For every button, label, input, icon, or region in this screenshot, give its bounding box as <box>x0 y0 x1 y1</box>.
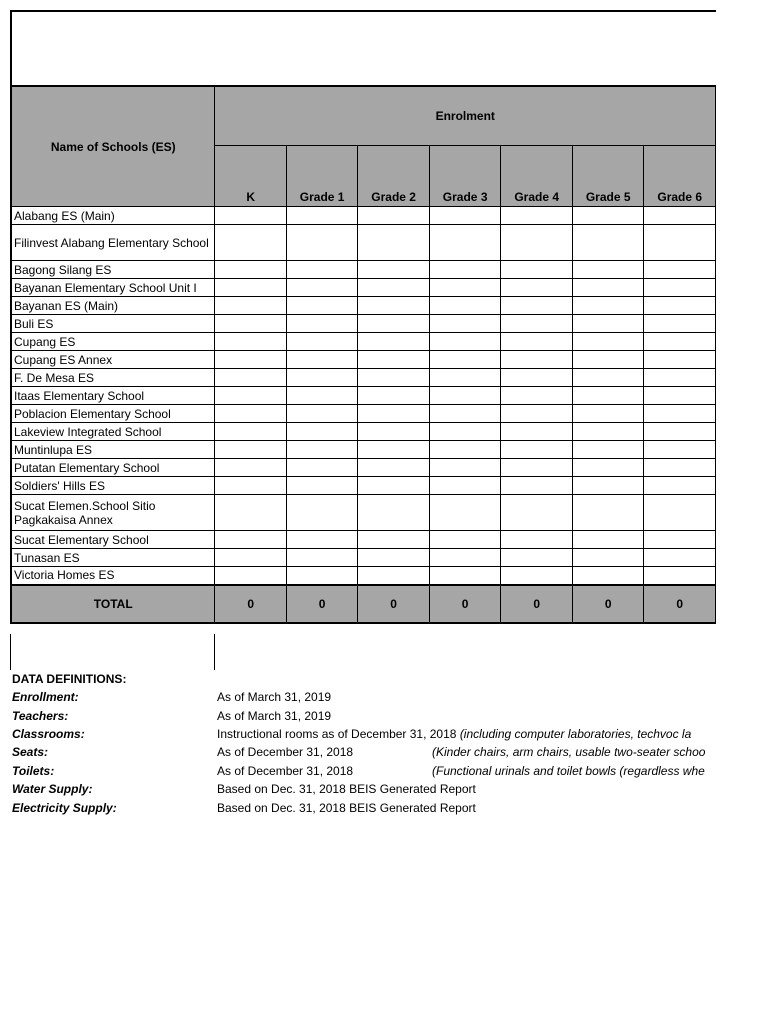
definition-label: Teachers: <box>12 709 69 723</box>
enrolment-cell[interactable] <box>429 531 501 549</box>
school-name-cell: Bagong Silang ES <box>11 261 215 279</box>
enrolment-cell[interactable] <box>572 315 644 333</box>
table-row <box>11 387 716 405</box>
table-row <box>11 279 716 297</box>
school-name-cell: Poblacion Elementary School <box>11 405 215 423</box>
enrolment-cell[interactable] <box>358 495 430 531</box>
enrolment-cell[interactable] <box>286 567 358 585</box>
enrolment-cell[interactable] <box>501 315 573 333</box>
total-cell: 0 <box>358 585 430 623</box>
enrolment-cell[interactable] <box>644 315 716 333</box>
enrolment-cell[interactable] <box>358 333 430 351</box>
enrolment-cell[interactable] <box>572 459 644 477</box>
enrolment-cell[interactable] <box>572 549 644 567</box>
definition-value: As of March 31, 2019 <box>217 709 332 723</box>
enrolment-cell[interactable] <box>286 549 358 567</box>
enrolment-cell[interactable] <box>572 441 644 459</box>
definition-value: As of March 31, 2019 <box>217 690 332 704</box>
definition-note: (including computer laboratories, techvoc la <box>459 727 692 741</box>
enrolment-cell[interactable] <box>644 333 716 351</box>
enrolment-cell[interactable] <box>572 279 644 297</box>
grade-header: Grade 1 <box>286 146 358 207</box>
enrolment-cell[interactable] <box>572 387 644 405</box>
definition-value: Instructional rooms as of December 31, 2018 <box>217 727 457 741</box>
enrolment-cell[interactable] <box>572 207 644 225</box>
table-row <box>11 405 716 423</box>
enrolment-cell[interactable] <box>572 423 644 441</box>
total-cell: 0 <box>501 585 573 623</box>
definition-row <box>12 690 716 708</box>
enrolment-cell[interactable] <box>358 567 430 585</box>
enrolment-cell[interactable] <box>429 261 501 279</box>
enrolment-cell[interactable] <box>286 261 358 279</box>
enrolment-cell[interactable] <box>572 261 644 279</box>
table-row <box>11 459 716 477</box>
enrolment-cell[interactable] <box>501 333 573 351</box>
enrolment-cell[interactable] <box>429 495 501 531</box>
enrolment-cell[interactable] <box>215 405 286 423</box>
definition-row <box>12 801 716 819</box>
enrolment-cell[interactable] <box>644 387 716 405</box>
definition-row <box>12 745 716 763</box>
school-name-cell: Cupang ES Annex <box>11 351 215 369</box>
enrolment-cell[interactable] <box>286 207 358 225</box>
enrolment-cell[interactable] <box>358 279 430 297</box>
enrolment-cell[interactable] <box>429 333 501 351</box>
enrolment-cell[interactable] <box>644 279 716 297</box>
enrolment-cell[interactable] <box>286 477 358 495</box>
definition-label: Electricity Supply: <box>12 801 117 815</box>
definition-value: Based on Dec. 31, 2018 BEIS Generated Report <box>217 801 476 815</box>
table-row <box>11 477 716 495</box>
enrolment-cell[interactable] <box>215 351 286 369</box>
enrolment-cell[interactable] <box>429 351 501 369</box>
enrolment-cell[interactable] <box>215 459 286 477</box>
definition-row <box>12 727 716 745</box>
enrolment-cell[interactable] <box>429 225 501 261</box>
enrolment-cell[interactable] <box>358 225 430 261</box>
definition-label: Seats: <box>12 745 49 759</box>
enrolment-cell[interactable] <box>286 405 358 423</box>
enrolment-cell[interactable] <box>215 387 286 405</box>
enrolment-cell[interactable] <box>501 387 573 405</box>
enrolment-cell[interactable] <box>572 495 644 531</box>
enrolment-cell[interactable] <box>644 369 716 387</box>
enrolment-cell[interactable] <box>429 207 501 225</box>
enrolment-cell[interactable] <box>644 549 716 567</box>
enrolment-table <box>10 85 716 624</box>
table-row <box>11 351 716 369</box>
enrolment-cell[interactable] <box>644 495 716 531</box>
enrolment-cell[interactable] <box>501 459 573 477</box>
enrolment-cell[interactable] <box>429 549 501 567</box>
enrolment-cell[interactable] <box>644 225 716 261</box>
enrolment-cell[interactable] <box>286 279 358 297</box>
grade-header: Grade 3 <box>429 146 501 207</box>
enrolment-cell[interactable] <box>286 369 358 387</box>
enrolment-cell[interactable] <box>429 315 501 333</box>
enrolment-cell[interactable] <box>501 477 573 495</box>
total-cell: 0 <box>286 585 358 623</box>
enrolment-cell[interactable] <box>429 567 501 585</box>
table-row <box>11 549 716 567</box>
definition-row <box>12 709 716 727</box>
enrolment-cell[interactable] <box>358 441 430 459</box>
school-name-cell: Putatan Elementary School <box>11 459 215 477</box>
enrolment-cell[interactable] <box>572 369 644 387</box>
total-row <box>11 585 716 623</box>
enrolment-cell[interactable] <box>215 279 286 297</box>
enrolment-cell[interactable] <box>644 531 716 549</box>
enrolment-cell[interactable] <box>358 459 430 477</box>
enrolment-cell[interactable] <box>358 549 430 567</box>
school-name-cell: Filinvest Alabang Elementary School <box>11 225 215 261</box>
enrolment-cell[interactable] <box>644 567 716 585</box>
enrolment-cell[interactable] <box>215 495 286 531</box>
enrolment-cell[interactable] <box>215 549 286 567</box>
enrolment-cell[interactable] <box>501 351 573 369</box>
enrolment-cell[interactable] <box>215 369 286 387</box>
enrolment-cell[interactable] <box>501 423 573 441</box>
enrolment-cell[interactable] <box>286 531 358 549</box>
table-row <box>11 297 716 315</box>
definition-row <box>12 782 716 800</box>
total-cell: 0 <box>572 585 644 623</box>
title-box <box>10 10 716 86</box>
enrolment-cell[interactable] <box>501 549 573 567</box>
enrolment-cell[interactable] <box>286 459 358 477</box>
school-name-cell: Buli ES <box>11 315 215 333</box>
enrolment-cell[interactable] <box>501 567 573 585</box>
total-cell: 0 <box>644 585 716 623</box>
definition-label: Toilets: <box>12 764 55 778</box>
enrolment-cell[interactable] <box>644 351 716 369</box>
enrolment-cell[interactable] <box>358 423 430 441</box>
enrolment-cell[interactable] <box>286 333 358 351</box>
table-row <box>11 225 716 261</box>
enrolment-cell[interactable] <box>501 225 573 261</box>
enrolment-cell[interactable] <box>644 405 716 423</box>
empty-row <box>10 634 716 674</box>
school-name-cell: Sucat Elemen.School Sitio Pagkakaisa Annex <box>11 495 215 531</box>
enrolment-cell[interactable] <box>429 369 501 387</box>
school-name-cell: Bayanan ES (Main) <box>11 297 215 315</box>
enrolment-cell[interactable] <box>644 207 716 225</box>
total-cell: 0 <box>215 585 286 623</box>
enrolment-cell[interactable] <box>572 351 644 369</box>
enrolment-cell[interactable] <box>215 297 286 315</box>
enrolment-cell[interactable] <box>501 279 573 297</box>
enrolment-cell[interactable] <box>644 423 716 441</box>
definition-value: As of December 31, 2018 <box>217 745 354 759</box>
school-name-cell: Muntinlupa ES <box>11 441 215 459</box>
enrolment-cell[interactable] <box>358 531 430 549</box>
enrolment-cell[interactable] <box>358 207 430 225</box>
enrolment-cell[interactable] <box>501 261 573 279</box>
enrolment-cell[interactable] <box>572 477 644 495</box>
grade-header: K <box>215 146 286 207</box>
enrolment-cell[interactable] <box>644 477 716 495</box>
enrolment-cell[interactable] <box>429 423 501 441</box>
table-row <box>11 423 716 441</box>
enrolment-cell[interactable] <box>572 567 644 585</box>
enrolment-cell[interactable] <box>501 495 573 531</box>
enrolment-cell[interactable] <box>215 531 286 549</box>
school-name-cell: Sucat Elementary School <box>11 531 215 549</box>
definition-label: Water Supply: <box>12 782 93 796</box>
enrolment-cell[interactable] <box>644 297 716 315</box>
enrolment-cell[interactable] <box>286 351 358 369</box>
enrolment-cell[interactable] <box>644 261 716 279</box>
enrolment-cell[interactable] <box>429 297 501 315</box>
enrolment-cell[interactable] <box>429 387 501 405</box>
table-row <box>11 333 716 351</box>
school-name-cell: F. De Mesa ES <box>11 369 215 387</box>
enrolment-cell[interactable] <box>501 207 573 225</box>
school-name-cell: Bayanan Elementary School Unit I <box>11 279 215 297</box>
enrolment-header: Enrolment <box>215 86 716 146</box>
table-row <box>11 441 716 459</box>
grade-header: Grade 6 <box>644 146 716 207</box>
grade-header: Grade 4 <box>501 146 573 207</box>
enrolment-cell[interactable] <box>501 369 573 387</box>
enrolment-cell[interactable] <box>215 225 286 261</box>
enrolment-cell[interactable] <box>358 405 430 423</box>
enrolment-cell[interactable] <box>286 495 358 531</box>
enrolment-cell[interactable] <box>429 441 501 459</box>
definition-label: Classrooms: <box>12 727 85 741</box>
enrolment-cell[interactable] <box>358 477 430 495</box>
enrolment-cell[interactable] <box>358 261 430 279</box>
enrolment-cell[interactable] <box>286 423 358 441</box>
grade-header: Grade 2 <box>358 146 430 207</box>
table-row <box>11 261 716 279</box>
enrolment-cell[interactable] <box>286 297 358 315</box>
name-of-schools-header: Name of Schools (ES) <box>11 86 215 207</box>
enrolment-cell[interactable] <box>501 405 573 423</box>
enrolment-cell[interactable] <box>286 315 358 333</box>
enrolment-cell[interactable] <box>429 477 501 495</box>
enrolment-cell[interactable] <box>572 531 644 549</box>
table-row <box>11 315 716 333</box>
school-name-cell: Alabang ES (Main) <box>11 207 215 225</box>
definition-note: (Kinder chairs, arm chairs, usable two-seater schoo <box>432 745 706 759</box>
definition-value: Based on Dec. 31, 2018 BEIS Generated Report <box>217 782 476 796</box>
definition-value: As of December 31, 2018 <box>217 764 354 778</box>
school-name-cell: Victoria Homes ES <box>11 567 215 585</box>
enrolment-cell[interactable] <box>215 315 286 333</box>
table-row <box>11 531 716 549</box>
enrolment-cell[interactable] <box>215 567 286 585</box>
table-row <box>11 369 716 387</box>
school-name-cell: Itaas Elementary School <box>11 387 215 405</box>
enrolment-cell[interactable] <box>215 333 286 351</box>
grade-header: Grade 5 <box>572 146 644 207</box>
enrolment-cell[interactable] <box>429 405 501 423</box>
data-definitions-heading: DATA DEFINITIONS: <box>12 672 127 686</box>
enrolment-cell[interactable] <box>358 315 430 333</box>
enrolment-cell[interactable] <box>572 405 644 423</box>
enrolment-cell[interactable] <box>501 441 573 459</box>
school-name-cell: Soldiers' Hills ES <box>11 477 215 495</box>
enrolment-cell[interactable] <box>501 531 573 549</box>
total-cell: 0 <box>429 585 501 623</box>
enrolment-cell[interactable] <box>215 423 286 441</box>
enrolment-cell[interactable] <box>572 297 644 315</box>
enrolment-cell[interactable] <box>215 477 286 495</box>
data-definitions <box>12 672 716 822</box>
enrolment-cell[interactable] <box>215 207 286 225</box>
enrolment-cell[interactable] <box>429 279 501 297</box>
enrolment-cell[interactable] <box>572 225 644 261</box>
enrolment-cell[interactable] <box>215 441 286 459</box>
school-name-cell: Lakeview Integrated School <box>11 423 215 441</box>
enrolment-cell[interactable] <box>358 387 430 405</box>
enrolment-cell[interactable] <box>358 351 430 369</box>
definition-label: Enrollment: <box>12 690 79 704</box>
enrolment-cell[interactable] <box>501 297 573 315</box>
enrolment-cell[interactable] <box>358 297 430 315</box>
enrolment-cell[interactable] <box>644 459 716 477</box>
enrolment-cell[interactable] <box>286 441 358 459</box>
enrolment-cell[interactable] <box>644 441 716 459</box>
school-name-cell: Tunasan ES <box>11 549 215 567</box>
total-label: TOTAL <box>11 585 215 623</box>
table-row <box>11 207 716 225</box>
table-row <box>11 567 716 585</box>
school-name-cell: Cupang ES <box>11 333 215 351</box>
enrolment-cell[interactable] <box>286 387 358 405</box>
enrolment-cell[interactable] <box>215 261 286 279</box>
enrolment-cell[interactable] <box>429 459 501 477</box>
definition-note: (Functional urinals and toilet bowls (regardless whe <box>432 764 705 778</box>
definition-row <box>12 764 716 782</box>
enrolment-cell[interactable] <box>572 333 644 351</box>
table-row <box>11 495 716 531</box>
enrolment-cell[interactable] <box>286 225 358 261</box>
enrolment-cell[interactable] <box>358 369 430 387</box>
